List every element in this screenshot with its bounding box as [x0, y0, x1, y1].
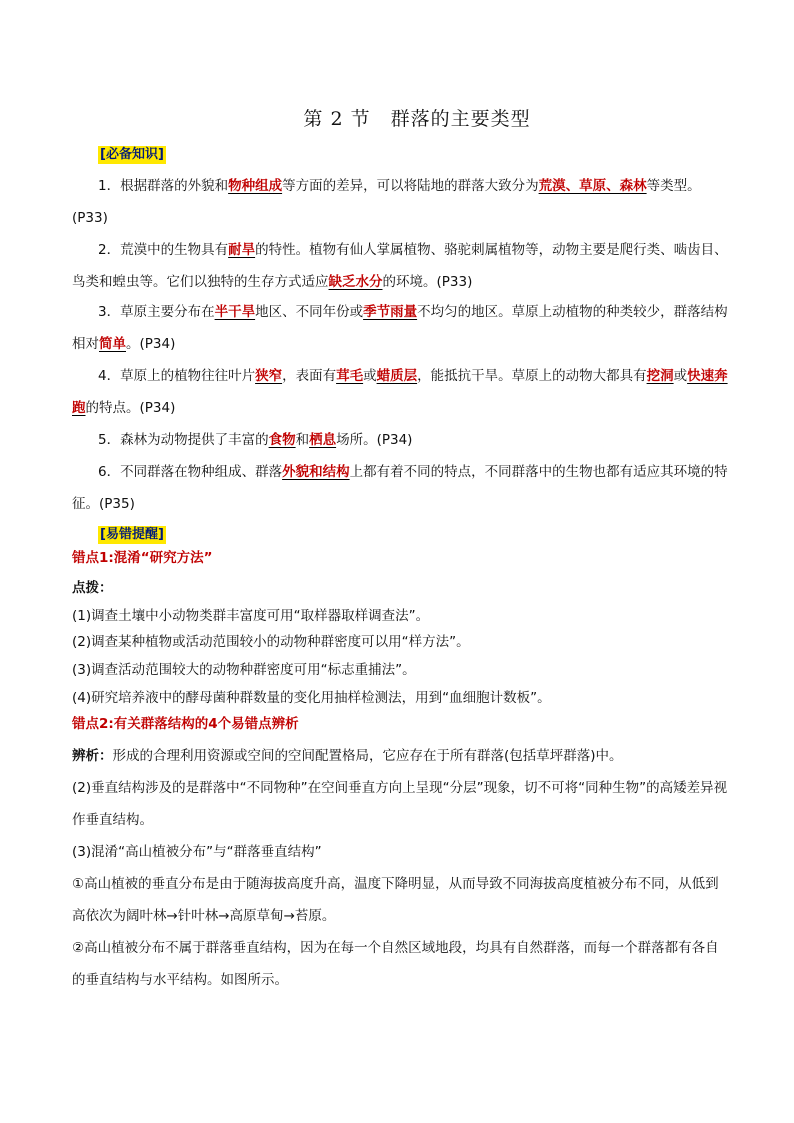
text: 或 [673, 368, 688, 384]
knowledge-item-1 [72, 170, 732, 234]
page-title: 第 2 节 群落的主要类型 [303, 108, 531, 130]
keyword: 狭窄 [255, 368, 283, 384]
text: 上都有着不同的特点，不同群落中的生物也都有适应其环境的特征。(P35) [72, 464, 728, 512]
keyword: 食物 [268, 432, 296, 448]
text: 6．不同群落在物种组成、群落 [98, 464, 283, 480]
error1-item-4: (4)研究培养液中的酵母菌种群数量的变化用抽样检测法，用到“血细胞计数板”。 [72, 690, 551, 706]
keyword: 物种组成 [228, 178, 283, 194]
text: 的环境。(P33) [382, 274, 473, 290]
error2-paragraph-3: (3)混淆“高山植被分布”与“群落垂直结构” [72, 844, 322, 860]
text: 。(P34) [126, 336, 176, 352]
error1-item-1: (1)调查土壤中小动物类群丰富度可用“取样器取样调查法”。 [72, 608, 430, 624]
error2-paragraph-5: ②高山植被分布不属于群落垂直结构，因为在每一个自然区域地段，均具有自然群落，而每一个群落都有各自的垂直结构与水平结构。如图所示。 [72, 940, 719, 988]
keyword: 茸毛 [336, 368, 364, 384]
error2-intro [72, 744, 732, 768]
keyword: 挖洞 [646, 368, 674, 384]
text: 场所。(P34) [336, 432, 413, 448]
text: 地区、不同年份或 [255, 304, 364, 320]
keyword: 荒漠、草原、森林 [538, 178, 647, 194]
knowledge-item-3 [72, 296, 732, 360]
text: 的特性。植物有仙人掌属植物、骆驼刺属植物等，动物主要是爬行类、啮齿目、鸟类和蝗虫等。它们以独特的生存方式适应 [72, 242, 728, 290]
error2-paragraph-4: ①高山植被的垂直分布是由于随海拔高度升高，温度下降明显，从而导致不同海拔高度植被分布不同，从低到高依次为阔叶林→针叶林→高原草甸→苔原。 [72, 876, 719, 924]
knowledge-item-2 [72, 234, 732, 298]
text: 不均匀的地区。草原上动植物的种类较少，群落结构相对 [72, 304, 728, 352]
error1-item-2: (2)调查某种植物或活动范围较小的动物种群密度可以用“样方法”。 [72, 634, 470, 650]
keyword: 快速奔跑 [72, 368, 728, 416]
text: ，能抵抗干旱。草原上的动物大都具有 [417, 368, 647, 384]
error1-item-3: (3)调查活动范围较大的动物种群密度可用“标志重捕法”。 [72, 662, 416, 678]
keyword: 半干旱 [214, 304, 256, 320]
text: 或 [363, 368, 377, 384]
knowledge-item-5 [72, 424, 732, 456]
keyword: 栖息 [309, 432, 337, 448]
text: 等类型。(P33) [72, 178, 701, 226]
text: 等方面的差异，可以将陆地的群落大致分为 [282, 178, 539, 194]
errors-tag: [易错提醒] [100, 527, 164, 542]
text: 和 [295, 432, 310, 448]
knowledge-item-4 [72, 360, 732, 424]
text: 2．荒漠中的生物具有 [98, 242, 229, 258]
error1-heading: 错点1:混淆“研究方法” [72, 550, 213, 566]
error2-label: 辨析： [72, 748, 113, 764]
keyword: 蜡质层 [376, 368, 418, 384]
knowledge-tag: [必备知识] [100, 147, 164, 162]
keyword: 耐旱 [228, 242, 256, 258]
keyword: 简单 [99, 336, 126, 352]
text: 5．森林为动物提供了丰富的 [98, 432, 269, 448]
text: 3．草原主要分布在 [98, 304, 215, 320]
text: 的特点。(P34) [85, 400, 176, 416]
error2-intro-text: 形成的合理利用资源或空间的空间配置格局，它应存在于所有群落(包括草坪群落)中。 [112, 748, 623, 764]
text: 1．根据群落的外貌和 [98, 178, 229, 194]
keyword: 缺乏水分 [328, 274, 383, 290]
knowledge-item-6 [72, 456, 732, 520]
text: ，表面有 [282, 368, 337, 384]
keyword: 外貌和结构 [282, 464, 350, 480]
text: 4．草原上的植物往往叶片 [98, 368, 256, 384]
error1-label: 点拨： [72, 580, 113, 596]
error2-paragraph-2: (2)垂直结构涉及的是群落中“不同物种”在空间垂直方向上呈现“分层”现象，切不可将“同种生物”的高矮差异视作垂直结构。 [72, 780, 728, 828]
error2-heading: 错点2:有关群落结构的4个易错点辨析 [72, 716, 299, 732]
keyword: 季节雨量 [363, 304, 418, 320]
